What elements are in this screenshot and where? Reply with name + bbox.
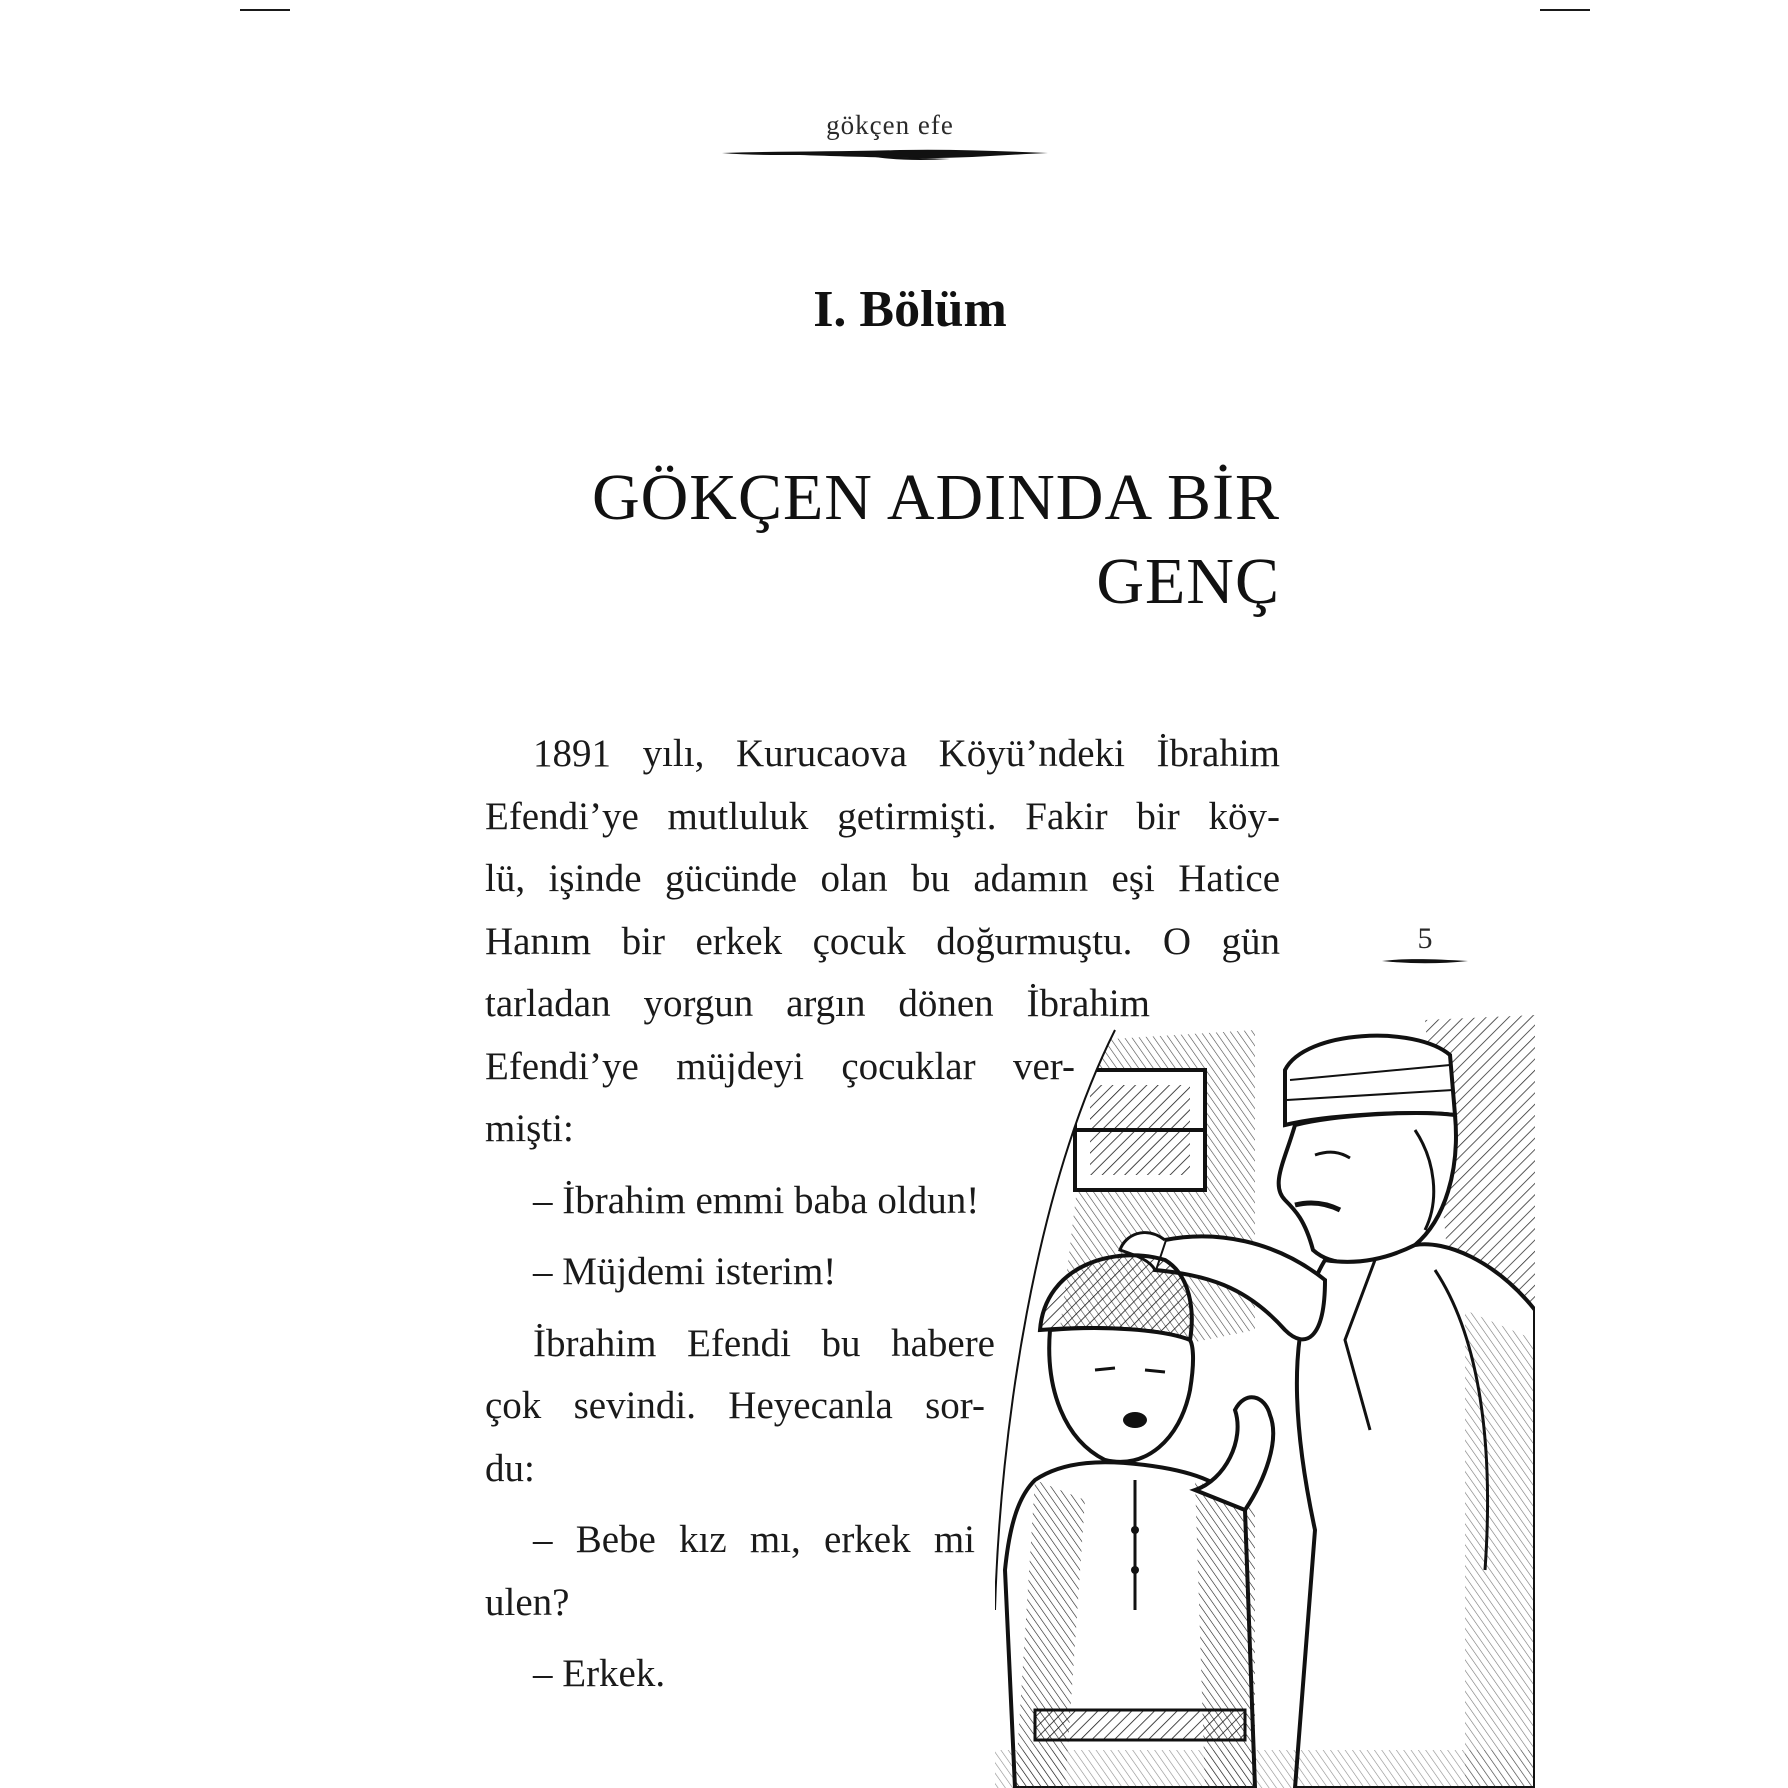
body-line: Efendi’ye müjdeyi çocuklar ver- [485,1044,1075,1088]
body-line: Hanım bir erkek çocuk doğurmuştu. O gün [485,919,1280,963]
chapter-number: I. Bölüm [813,281,1007,338]
running-head-brush-rule [720,146,1050,162]
page-number: 5 [1417,922,1433,955]
body-line: çok sevindi. Heyecanla sor- [485,1384,985,1427]
dialogue-line: – Erkek. [533,1652,666,1695]
dialogue-line: ulen? [485,1580,570,1624]
body-line: Efendi’ye mutluluk getirmişti. Fakir bir köy- [485,794,1280,838]
dialogue-line: – Müjdemi isterim! [533,1250,837,1293]
crop-mark-left [240,9,290,11]
body-line: İbrahim Efendi bu habere [533,1321,995,1365]
page-number-brush-rule [1380,955,1470,967]
illustration-scene [995,1010,1535,1788]
body-line: mişti: [485,1107,574,1150]
man-patting-boy-illustration [995,1010,1535,1788]
crop-mark-right [1540,9,1590,11]
body-line: du: [485,1446,535,1490]
chapter-title-line-1: GÖKÇEN ADINDA BİR [591,461,1280,534]
dialogue-line: – Bebe kız mı, erkek mi [533,1518,975,1561]
chapter-title [520,456,1280,624]
dialogue-line: – İbrahim emmi baba oldun! [533,1178,980,1222]
body-line: 1891 yılı, Kurucaova Köyü’ndeki İbrahim [533,732,1280,775]
body-line: tarladan yorgun argın dönen İbrahim [485,982,1150,1025]
chapter-title-line-2: GENÇ [1096,545,1280,618]
running-head: gökçen efe [826,110,954,140]
body-line: lü, işinde gücünde olan bu adamın eşi Hatice [485,857,1280,900]
